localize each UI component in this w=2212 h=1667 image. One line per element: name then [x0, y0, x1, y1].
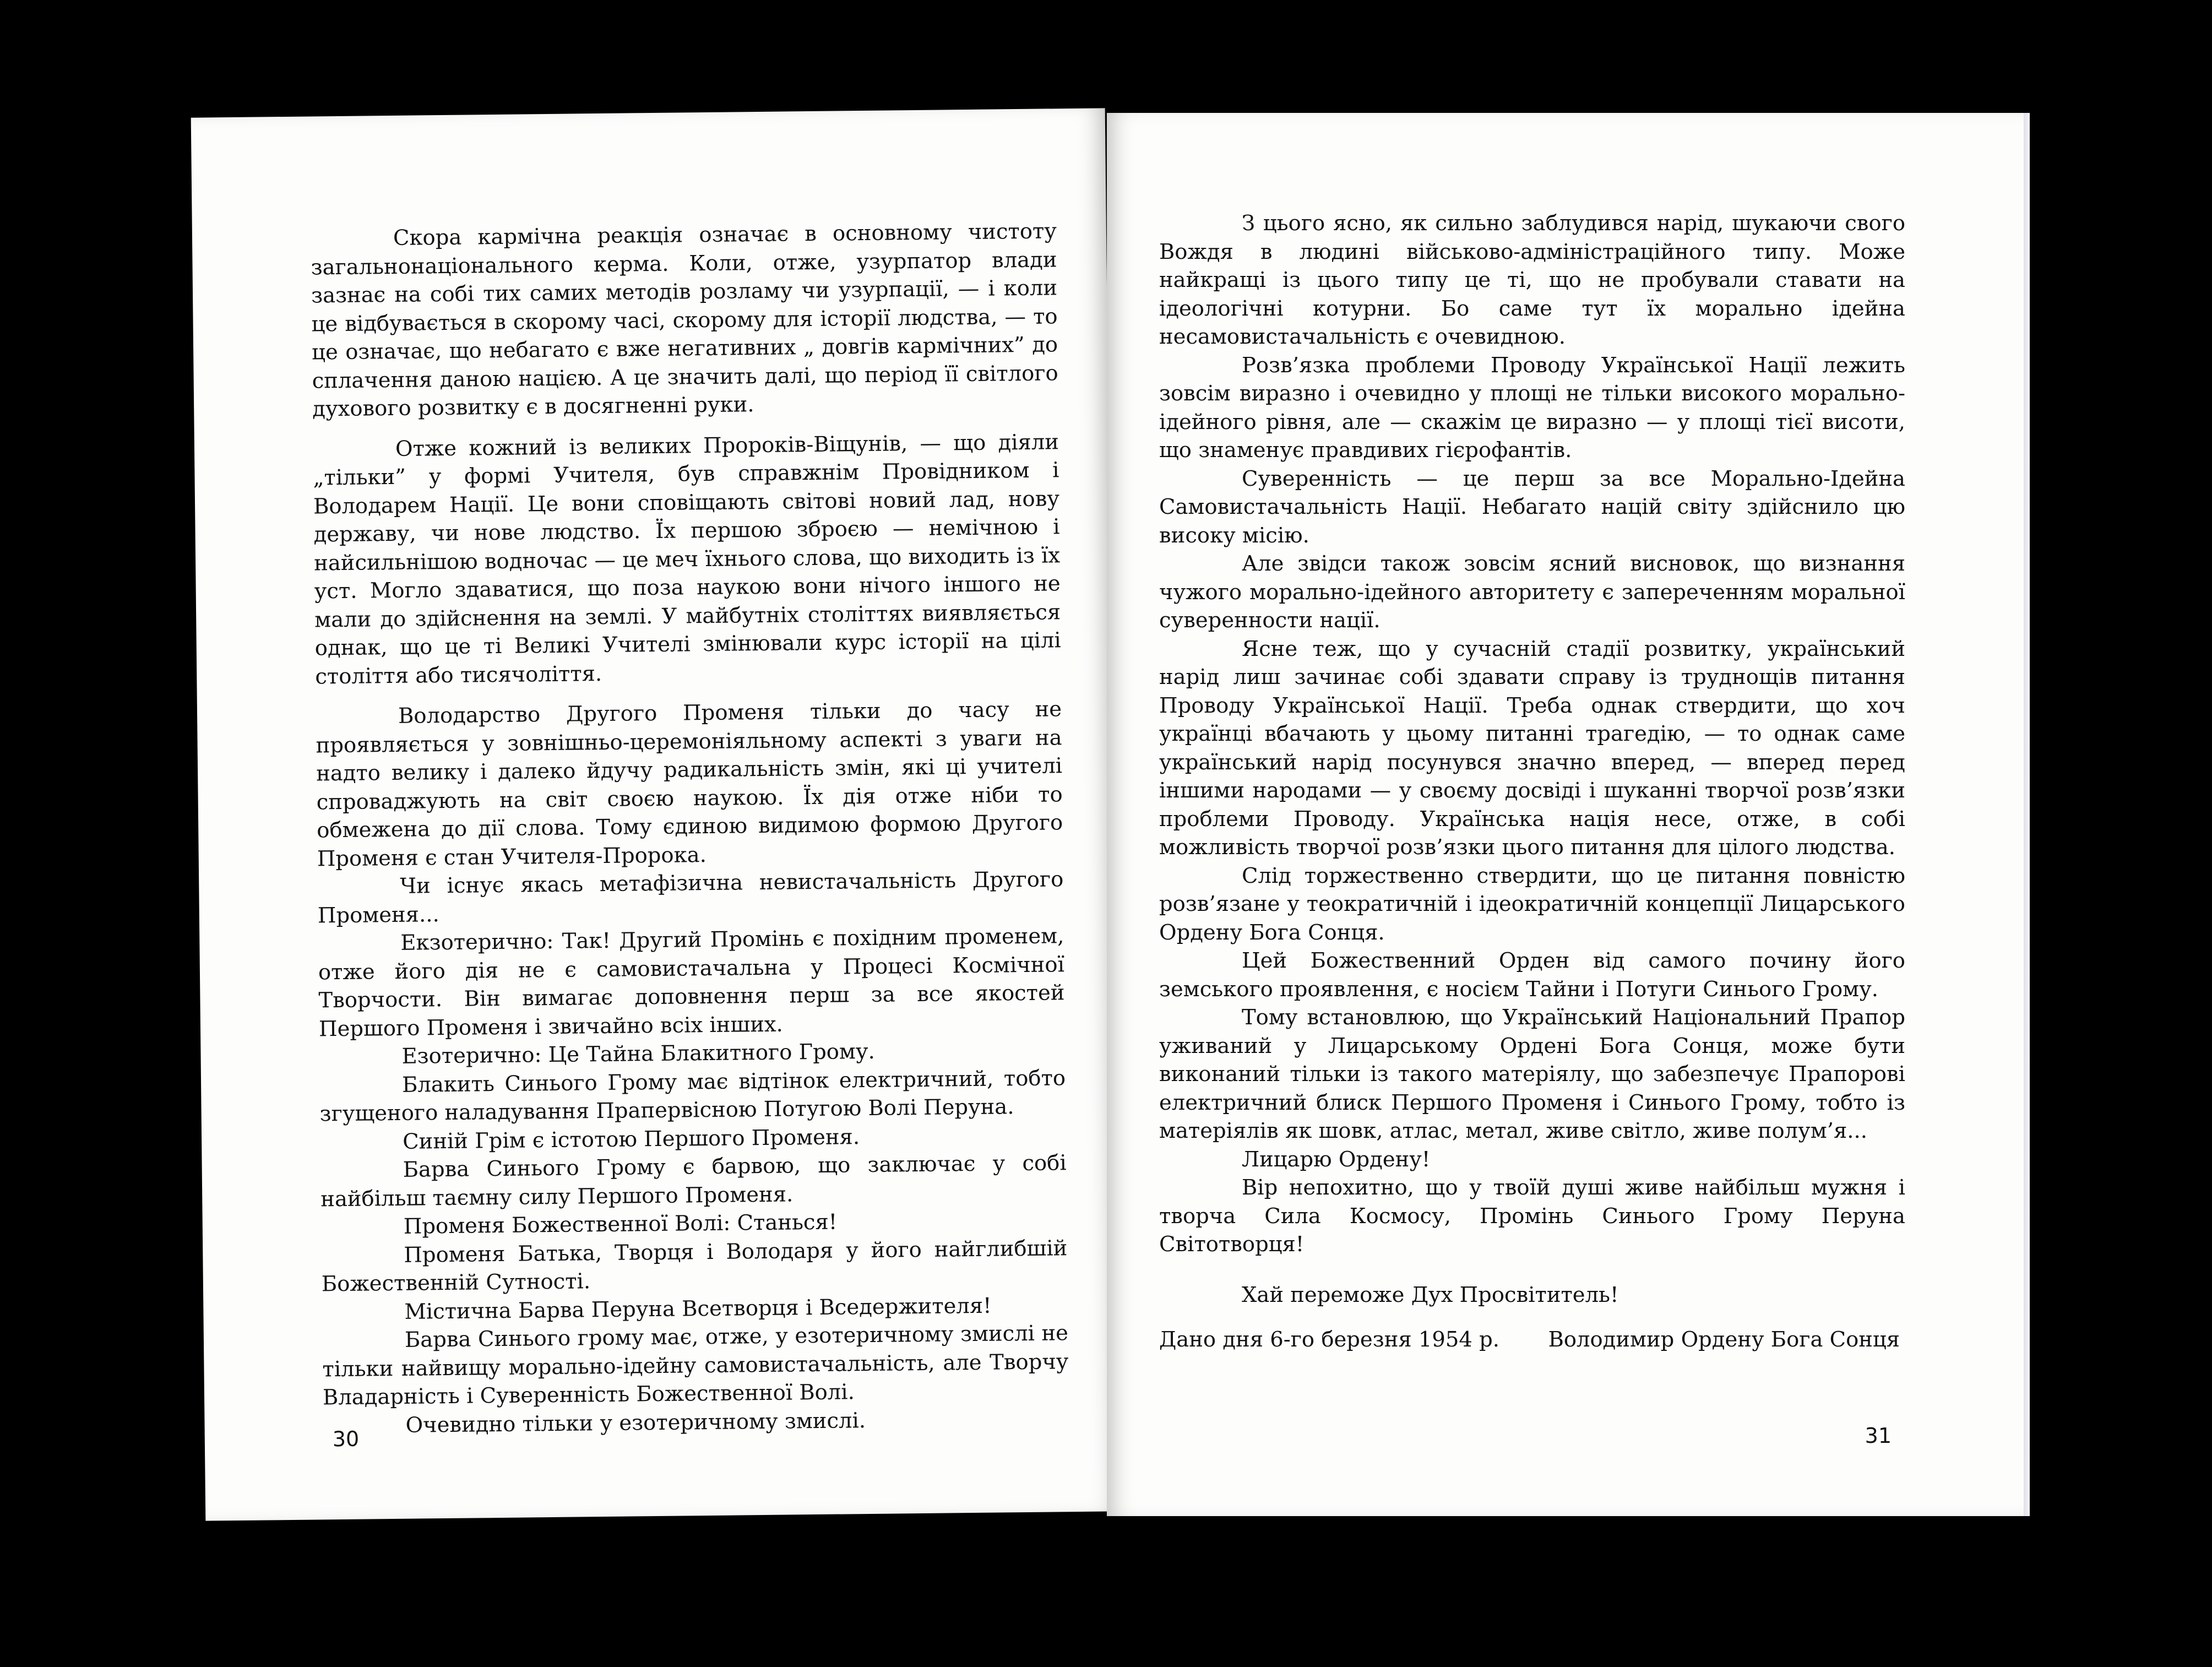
closing-line: Хай переможе Дух Просвітитель!: [1242, 1282, 1619, 1307]
paragraph: Екзотерично: Так! Другий Промінь є похідним променем, отже його дія не є самовистачальна у Процесі Космічної Творчости. Він вимагає доповнення перш за все якостей Першого Променя і звичайно всіх інших.: [318, 924, 1065, 1041]
paragraph: Синій Грім є істотою Першого Променя.: [402, 1124, 860, 1154]
date-line: Дано дня 6-го березня 1954 р.: [1159, 1327, 1499, 1352]
paragraph: Очевидно тільки у езотеричному змислі.: [405, 1408, 866, 1438]
paragraph: З цього ясно, як сильно заблудився нарід, шукаючи свого Вождя в людині військово-адміністраційного типу. Може найкращі із цього типу це ті, що не пробували ставати на ідеологічні котурни. Бо саме тут їх морально ідейна несамовистачальність є очевидною.: [1159, 211, 1905, 349]
date-signature-row: [1159, 1326, 1905, 1354]
paragraph: Але звідси також зовсім ясний висновок, що визнання чужого морально-ідейного авторитету є запереченням моральної суверенности нації.: [1159, 551, 1905, 633]
paragraph: Містична Барва Перуна Всетворця і Вседержителя!: [404, 1293, 992, 1324]
signature-title: Ордену Бога Сонця: [1681, 1327, 1900, 1352]
left-page: [191, 108, 1120, 1521]
signature-name: Володимир: [1548, 1327, 1675, 1352]
paragraph: Цей Божественний Орден від самого почину його земського проявлення, є носієм Тайни і Потуги Синього Грому.: [1159, 948, 1905, 1002]
paragraph: Блакить Синього Грому має відтінок електричний, тобто згущеного наладування Прапервісною Потугою Волі Перуна.: [319, 1065, 1066, 1127]
page-number: 31: [1865, 1423, 1892, 1448]
paragraph: Слід торжественно ствердити, що це питання повністю розв’язане у теократичній і ідеократичній концепції Лицарського Ордену Бога Сонця.: [1159, 863, 1905, 945]
right-page: [1107, 113, 2024, 1516]
paragraph: Вір непохитно, що у твоїй душі живе найбільш мужня і творча Сила Космосу, Промінь Синього Грому Перуна Світотворця!: [1159, 1175, 1905, 1257]
paragraph: Лицарю Ордену!: [1242, 1147, 1431, 1172]
paragraph: Ясне теж, що у сучасній стадії розвитку, український нарід лиш зачинає собі здавати справу із труднощів питання Проводу Української Нації. Треба однак ствердити, що хоч українці вбачають у цьому питанні трагедію, — то однак саме український нарід посунувся значно вперед, — вперед перед іншими народами — у своєму досвіді і шуканні творчої розв’язки проблеми Проводу. Українська нація несе, отже, в собі можливість творчої розв’язки цього питання для цілого людства.: [1159, 636, 1905, 860]
paragraph: Тому встановлюю, що Український Національний Прапор уживаний у Лицарському Ордені Бога Сонця, може бути виконаний тільки із такого матеріялу, що забезпечує Прапорові електричний блиск Першого Променя і Синього Грому, тобто із матеріялів як шовк, атлас, метал, живе світло, живе полум’я...: [1159, 1005, 1905, 1143]
signature: [1548, 1326, 1905, 1354]
paragraph: Суверенність — це перш за все Морально-Ідейна Самовистачальність Нації. Небагато націй світу здійснило цю високу місію.: [1159, 466, 1905, 548]
paragraph: Барва Синього грому має, отже, у езотеричному змислі не тільки найвищу морально-ідейну самовистачальність, але Творчу Владарність і Суверенність Божественної Волі.: [322, 1321, 1069, 1410]
paragraph: Езотерично: Це Тайна Блакитного Грому.: [401, 1039, 875, 1069]
paragraph: Володарство Другого Променя тільки до часу не проявляється у зовнішньо-церемоніяльному аспекті з уваги на надто велику і далеко йдучу радикальність змін, які ці учителі спроваджують на світ своєю наукою. Їх дія отже ніби то обмежена до дії слова. Тому єдиною видимою формою Другого Променя є стан Учителя-Пророка.: [316, 697, 1063, 871]
paragraph: Скора кармічна реакція означає в основному чистоту загальнонаціонального керма. Коли, отже, узурпатор влади зазнає на собі тих самих методів розламу чи узурпації, — і коли це відбувається в скорому часі, скорому для історії людства, — то це означає, що небагато є вже негативних „ довгів кармічних” до сплачення даною нацією. А це значить далі, що період її світлого духового розвитку є в досягненні руки.: [311, 219, 1058, 422]
paragraph: Променя Батька, Творця і Володаря у його найглибшій Божественній Сутності.: [321, 1235, 1068, 1297]
paragraph: Променя Божественної Волі: Станься!: [403, 1209, 838, 1239]
paragraph: Чи існує якась метафізична невистачальність Другого Променя...: [317, 867, 1064, 928]
page-number: 30: [332, 1426, 360, 1451]
paragraph: Розв’язка проблеми Проводу Української Нації лежить зовсім виразно і очевидно у площі не тільки високого морально-ідейного рівня, але — скажім це виразно — у площі тієї висоти, що знаменує правдивих гієрофантів.: [1159, 352, 1905, 463]
paragraph: Отже кожний із великих Пророків-Віщунів, — що діяли „тільки” у формі Учителя, був справжнім Провідником і Володарем Нації. Це вони сповіщають світові новий лад, нову державу, чи нове людство. Їх першою зброєю — немічною і найсильнішою водночас — це меч їхнього слова, що виходить із їх уст. Могло здаватися, що поза наукою вони нічого іншого не мали до здійснення на землі. У майбутніх століттях виявляється однак, що це ті Великі Учителі змінювали курс історії на цілі століття або тисячоліття.: [313, 429, 1061, 689]
paragraph: Барва Синього Грому є барвою, що заключає у собі найбільш таємну силу Першого Променя.: [320, 1150, 1067, 1212]
